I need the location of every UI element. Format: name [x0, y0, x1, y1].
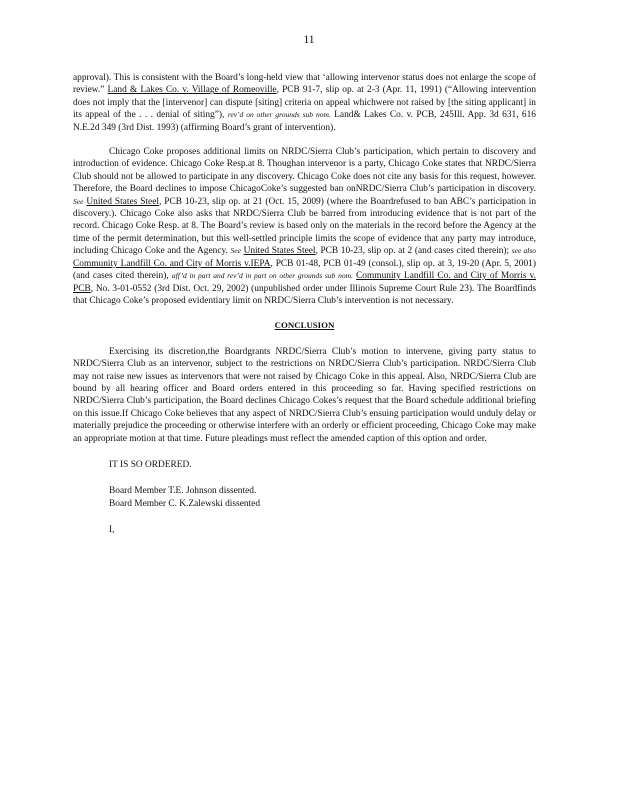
page-number: 11: [303, 34, 315, 46]
text-run: , PCB 91-7, slip op. at 2-3 (Apr. 11, 1991) (“Allowing intervention does not imply that the [intervenor] can dispute [siting] criteria on appeal whichwere not raised by [the siting applicant] in its appeal of the . . . denial of siting”),: [73, 85, 537, 121]
paragraph-limits: [73, 146, 536, 307]
dissent-line: Board Member C. K.Zalewski dissented: [109, 498, 261, 509]
case-citation: Community Landfill Co. and City of Morris v.IEPA: [73, 258, 271, 269]
case-citation: United States Steel: [243, 246, 316, 257]
case-citation: United States Steel: [86, 196, 159, 207]
case-citation: Land & Lakes Co. v. Village of Romeoville: [107, 85, 277, 96]
citation-signal: aff’d in part and rev’d in part on other grounds sub nom.: [171, 271, 353, 281]
text-run: , PCB 10-23, slip op. at 2 (and cases cited therein);: [315, 246, 512, 257]
so-ordered: IT IS SO ORDERED.: [109, 459, 192, 470]
closing-line: I,: [109, 525, 115, 536]
text-run: , No. 3-01-0552 (3rd Dist. Oct. 29, 2002) (unpublished order under Illinois Supreme Court Rule 23). The Boardfinds that Chicago Coke’s proposed evidentiary limit on NRDC/Sierra Club’s intervention is not necessary.: [73, 283, 536, 306]
text-run: Chicago Coke proposes additional limits on NRDC/Sierra Club’s participation, which pertain to discovery and introduction of evidence. Chicago Coke Resp.at 8. Thoughan intervenor is a party, Chicago Coke states that NRDC/Sierra Club should not be allowed to participate in any discovery. Chicago Coke does not cite any basis for this request, however. Therefore, the Board declines to impose ChicagoCoke’s suggested ban onNRDC/Sierra Club’s participation in discovery.: [73, 147, 536, 195]
text-run: , PCB 01-48, PCB 01-49 (consol.), slip op. at 3, 19-20 (Apr. 5, 2001) (and cases cited therein),: [73, 258, 536, 282]
text-run: Land& Lakes Co. v. PCB, 245Ill. App. 3d 631, 616 N.E.2d 349 (3rd Dist. 1993) (affirming Board’s grant of intervention).: [73, 110, 536, 133]
section-heading: CONCLUSION: [274, 320, 335, 331]
paragraph-approval: [73, 72, 536, 134]
dissent-line: Board Member T.E. Johnson dissented.: [109, 486, 257, 497]
citation-signal: See: [230, 246, 241, 256]
citation-signal: See: [73, 196, 84, 206]
citation-signal: see also: [511, 246, 536, 256]
text-run: , PCB 10-23, slip op. at 21 (Oct. 15, 2009) (where the Boardrefused to ban ABC’s participation in discovery.). Chicago Coke also asks that NRDC/Sierra Club be barred from introducing evidence that is not part of the record. Chicago Coke Resp. at 8. The Board’s review is based only on the materials in the record before the Agency at the time of the permit determination, but this well-settled principle limits the scope of evidence that any party may introduce, including Chicago Coke and the Agency.: [73, 196, 537, 257]
citation-signal: rev’d on other grounds sub nom.: [227, 110, 331, 120]
case-citation: Community Landfill Co. and City of Morris v. PCB: [73, 271, 537, 294]
paragraph-conclusion: Exercising its discretion,the Boardgrants NRDC/Sierra Club’s motion to intervene, giving party status to NRDC/Sierra Club as an intervenor, subject to the restrictions on NRDC/Sierra Club’s participation. NRDC/Sierra Club may not raise new issues as intervenors that were not raised by Chicago Coke in this appeal. Also, NRDC/Sierra Club are bound by all hearing officer and Board orders entered in this proceeding so far. Having specified restrictions on NRDC/Sierra Club’s participation, the Board declines Chicago Cokes’s request that the Board schedule additional briefing on this issue.If Chicago Coke believes that any aspect of NRDC/Sierra Club’s ensuing participation would unduly delay or materially prejudice the proceeding or otherwise interfere with an orderly or efficient proceeding, Chicago Coke may make an appropriate motion at that time. Future pleadings must reflect the amended caption of this option and order.: [73, 346, 536, 444]
text-run: approval). This is consistent with the Board’s long-held view that ‘allowing intervenor status does not enlarge the scope of review.”: [73, 73, 536, 96]
document-body: [73, 72, 536, 537]
